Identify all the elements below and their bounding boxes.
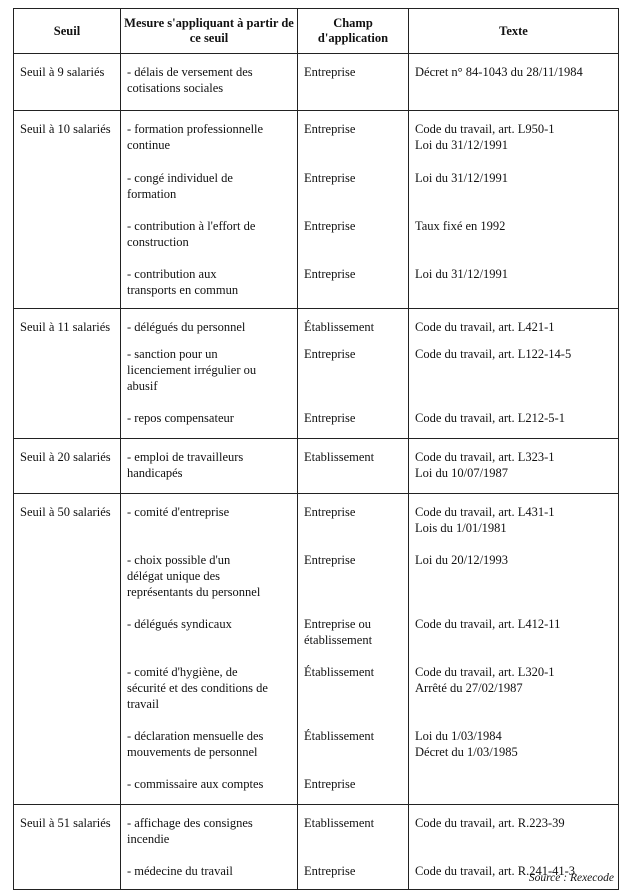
texte-item: [409, 400, 618, 430]
texte-text-line: Code du travail, art. L323-1: [415, 450, 555, 464]
mesure-text-line: - médecine du travail: [127, 864, 233, 878]
table-row: [14, 805, 619, 890]
texte-item: [409, 805, 618, 853]
champ-text-line: Entreprise: [304, 864, 356, 878]
champ-item: [298, 54, 408, 102]
champ-cell: [298, 309, 409, 439]
mesure-cell: [121, 439, 298, 494]
mesure-text-line: - délais de versement des: [127, 65, 253, 79]
mesure-text-line: - comité d'hygiène, de: [127, 665, 238, 679]
mesure-item: [121, 54, 297, 102]
champ-text-line: Établissement: [304, 729, 375, 743]
champ-text-line: Entreprise: [304, 777, 356, 791]
texte-text-line: Lois du 1/01/1981: [415, 521, 507, 535]
mesure-text-line: représentants du personnel: [127, 585, 261, 599]
texte-item: [409, 336, 618, 400]
mesure-text-line: - affichage des consignes: [127, 816, 253, 830]
texte-text-line: Loi du 31/12/1991: [415, 267, 509, 281]
texte-cell: [409, 54, 619, 111]
champ-item: [298, 606, 408, 654]
mesure-item: [121, 718, 297, 766]
texte-text-line: Code du travail, art. L212-5-1: [415, 411, 565, 425]
champ-text-line: Entreprise: [304, 267, 356, 281]
mesure-text-line: construction: [127, 235, 189, 249]
mesure-cell: [121, 54, 298, 111]
champ-item: [298, 111, 408, 160]
champ-text-line: Entreprise: [304, 219, 356, 233]
mesure-text-line: travail: [127, 697, 159, 711]
champ-cell: [298, 494, 409, 805]
champ-cell: [298, 111, 409, 309]
texte-text-line: Loi du 1/03/1984: [415, 729, 502, 743]
texte-item: [409, 606, 618, 654]
champ-item: [298, 400, 408, 430]
texte-text-line: Code du travail, art. R.241-41-3: [415, 864, 576, 878]
mesure-text-line: - emploi de travailleurs: [127, 450, 244, 464]
mesure-text-line: - choix possible d'un: [127, 553, 231, 567]
mesure-text-line: - commissaire aux comptes: [127, 777, 264, 791]
mesure-text-line: - contribution à l'effort de: [127, 219, 256, 233]
mesure-item: [121, 439, 297, 485]
table-body: [14, 54, 619, 890]
mesure-item: [121, 606, 297, 654]
champ-item: [298, 542, 408, 606]
texte-item: [409, 54, 618, 102]
seuil-cell: Seuil à 20 salariés: [14, 439, 121, 494]
header-texte: Texte: [409, 9, 619, 54]
champ-text-line: Établissement: [304, 665, 375, 679]
thresholds-table-container: [13, 8, 618, 890]
texte-item: [409, 256, 618, 300]
texte-item: [409, 111, 618, 160]
champ-item: [298, 766, 408, 796]
texte-item: [409, 494, 618, 542]
champ-item: [298, 208, 408, 256]
mesure-item: [121, 400, 297, 430]
champ-item: [298, 718, 408, 766]
table-row: [14, 494, 619, 805]
mesure-item: [121, 766, 297, 796]
champ-item: [298, 853, 408, 881]
champ-text-line: Entreprise: [304, 347, 356, 361]
champ-item: [298, 309, 408, 336]
champ-text-line: Etablissement: [304, 816, 375, 830]
mesure-text-line: continue: [127, 138, 171, 152]
seuil-cell: Seuil à 10 salariés: [14, 111, 121, 309]
champ-text-line: Entreprise: [304, 505, 356, 519]
table-row: [14, 309, 619, 439]
header-seuil: Seuil: [14, 9, 121, 54]
mesure-item: [121, 309, 297, 336]
champ-item: [298, 494, 408, 542]
texte-item: [409, 654, 618, 718]
texte-text-line: Code du travail, art. L122-14-5: [415, 347, 572, 361]
mesure-text-line: handicapés: [127, 466, 183, 480]
table-row: [14, 111, 619, 309]
header-mesure: Mesure s'appliquant à partir de ce seuil: [121, 9, 298, 54]
champ-text-line: établissement: [304, 633, 373, 647]
champ-text-line: Entreprise: [304, 411, 356, 425]
mesure-text-line: mouvements de personnel: [127, 745, 258, 759]
champ-text-line: Entreprise: [304, 171, 356, 185]
mesure-text-line: sécurité et des conditions de: [127, 681, 268, 695]
mesure-cell: [121, 309, 298, 439]
header-champ: Champ d'application: [298, 9, 409, 54]
mesure-text-line: - formation professionnelle: [127, 122, 264, 136]
mesure-text-line: - délégués du personnel: [127, 320, 246, 334]
texte-item: [409, 766, 618, 796]
mesure-text-line: formation: [127, 187, 177, 201]
texte-text-line: Taux fixé en 1992: [415, 219, 506, 233]
seuil-cell: Seuil à 11 salariés: [14, 309, 121, 439]
mesure-text-line: - repos compensateur: [127, 411, 234, 425]
mesure-text-line: - congé individuel de: [127, 171, 233, 185]
mesure-cell: [121, 805, 298, 890]
champ-item: [298, 805, 408, 853]
champ-text-line: Entreprise: [304, 122, 356, 136]
mesure-cell: [121, 111, 298, 309]
texte-item: [409, 718, 618, 766]
mesure-text-line: incendie: [127, 832, 170, 846]
texte-text-line: Code du travail, art. L431-1: [415, 505, 555, 519]
champ-item: [298, 160, 408, 208]
texte-item: [409, 160, 618, 208]
mesure-text-line: - sanction pour un: [127, 347, 218, 361]
texte-text-line: Code du travail, art. R.223-39: [415, 816, 565, 830]
seuil-cell: Seuil à 9 salariés: [14, 54, 121, 111]
mesure-item: [121, 494, 297, 542]
texte-text-line: Loi du 31/12/1991: [415, 138, 509, 152]
mesure-text-line: transports en commun: [127, 283, 239, 297]
texte-text-line: Loi du 20/12/1993: [415, 553, 509, 567]
texte-cell: [409, 111, 619, 309]
mesure-item: [121, 853, 297, 881]
mesure-item: [121, 805, 297, 853]
mesure-item: [121, 160, 297, 208]
texte-text-line: Loi du 10/07/1987: [415, 466, 509, 480]
champ-text-line: Entreprise ou: [304, 617, 371, 631]
champ-text-line: Établissement: [304, 320, 375, 334]
champ-text-line: Etablissement: [304, 450, 375, 464]
texte-text-line: Décret n° 84-1043 du 28/11/1984: [415, 65, 583, 79]
texte-text-line: Loi du 31/12/1991: [415, 171, 509, 185]
texte-item: [409, 309, 618, 336]
texte-text-line: Code du travail, art. L421-1: [415, 320, 555, 334]
table-row: [14, 54, 619, 111]
mesure-text-line: cotisations sociales: [127, 81, 224, 95]
table-header-row: [14, 9, 619, 54]
champ-cell: [298, 439, 409, 494]
mesure-text-line: - déclaration mensuelle des: [127, 729, 264, 743]
texte-cell: [409, 494, 619, 805]
texte-item: [409, 439, 618, 485]
seuil-cell: Seuil à 51 salariés: [14, 805, 121, 890]
mesure-item: [121, 256, 297, 300]
mesure-item: [121, 336, 297, 400]
texte-cell: [409, 439, 619, 494]
champ-item: [298, 654, 408, 718]
mesure-text-line: - contribution aux: [127, 267, 217, 281]
champ-cell: [298, 805, 409, 890]
texte-text-line: Arrêté du 27/02/1987: [415, 681, 523, 695]
mesure-item: [121, 208, 297, 256]
mesure-item: [121, 654, 297, 718]
table-row: [14, 439, 619, 494]
source-note: Source : Rexecode: [528, 872, 614, 884]
mesure-text-line: licenciement irrégulier ou: [127, 363, 257, 377]
mesure-text-line: - comité d'entreprise: [127, 505, 230, 519]
mesure-item: [121, 111, 297, 160]
mesure-text-line: délégat unique des: [127, 569, 221, 583]
mesure-text-line: abusif: [127, 379, 158, 393]
champ-text-line: Entreprise: [304, 65, 356, 79]
texte-cell: [409, 309, 619, 439]
texte-text-line: Code du travail, art. L950-1: [415, 122, 555, 136]
texte-text-line: Code du travail, art. L320-1: [415, 665, 555, 679]
mesure-text-line: - délégués syndicaux: [127, 617, 232, 631]
texte-text-line: Décret du 1/03/1985: [415, 745, 518, 759]
texte-item: [409, 208, 618, 256]
thresholds-table: [13, 8, 619, 890]
texte-item: [409, 542, 618, 606]
champ-item: [298, 439, 408, 485]
champ-cell: [298, 54, 409, 111]
mesure-item: [121, 542, 297, 606]
seuil-cell: Seuil à 50 salariés: [14, 494, 121, 805]
champ-item: [298, 336, 408, 400]
texte-text-line: Code du travail, art. L412-11: [415, 617, 561, 631]
champ-text-line: Entreprise: [304, 553, 356, 567]
mesure-cell: [121, 494, 298, 805]
champ-item: [298, 256, 408, 300]
